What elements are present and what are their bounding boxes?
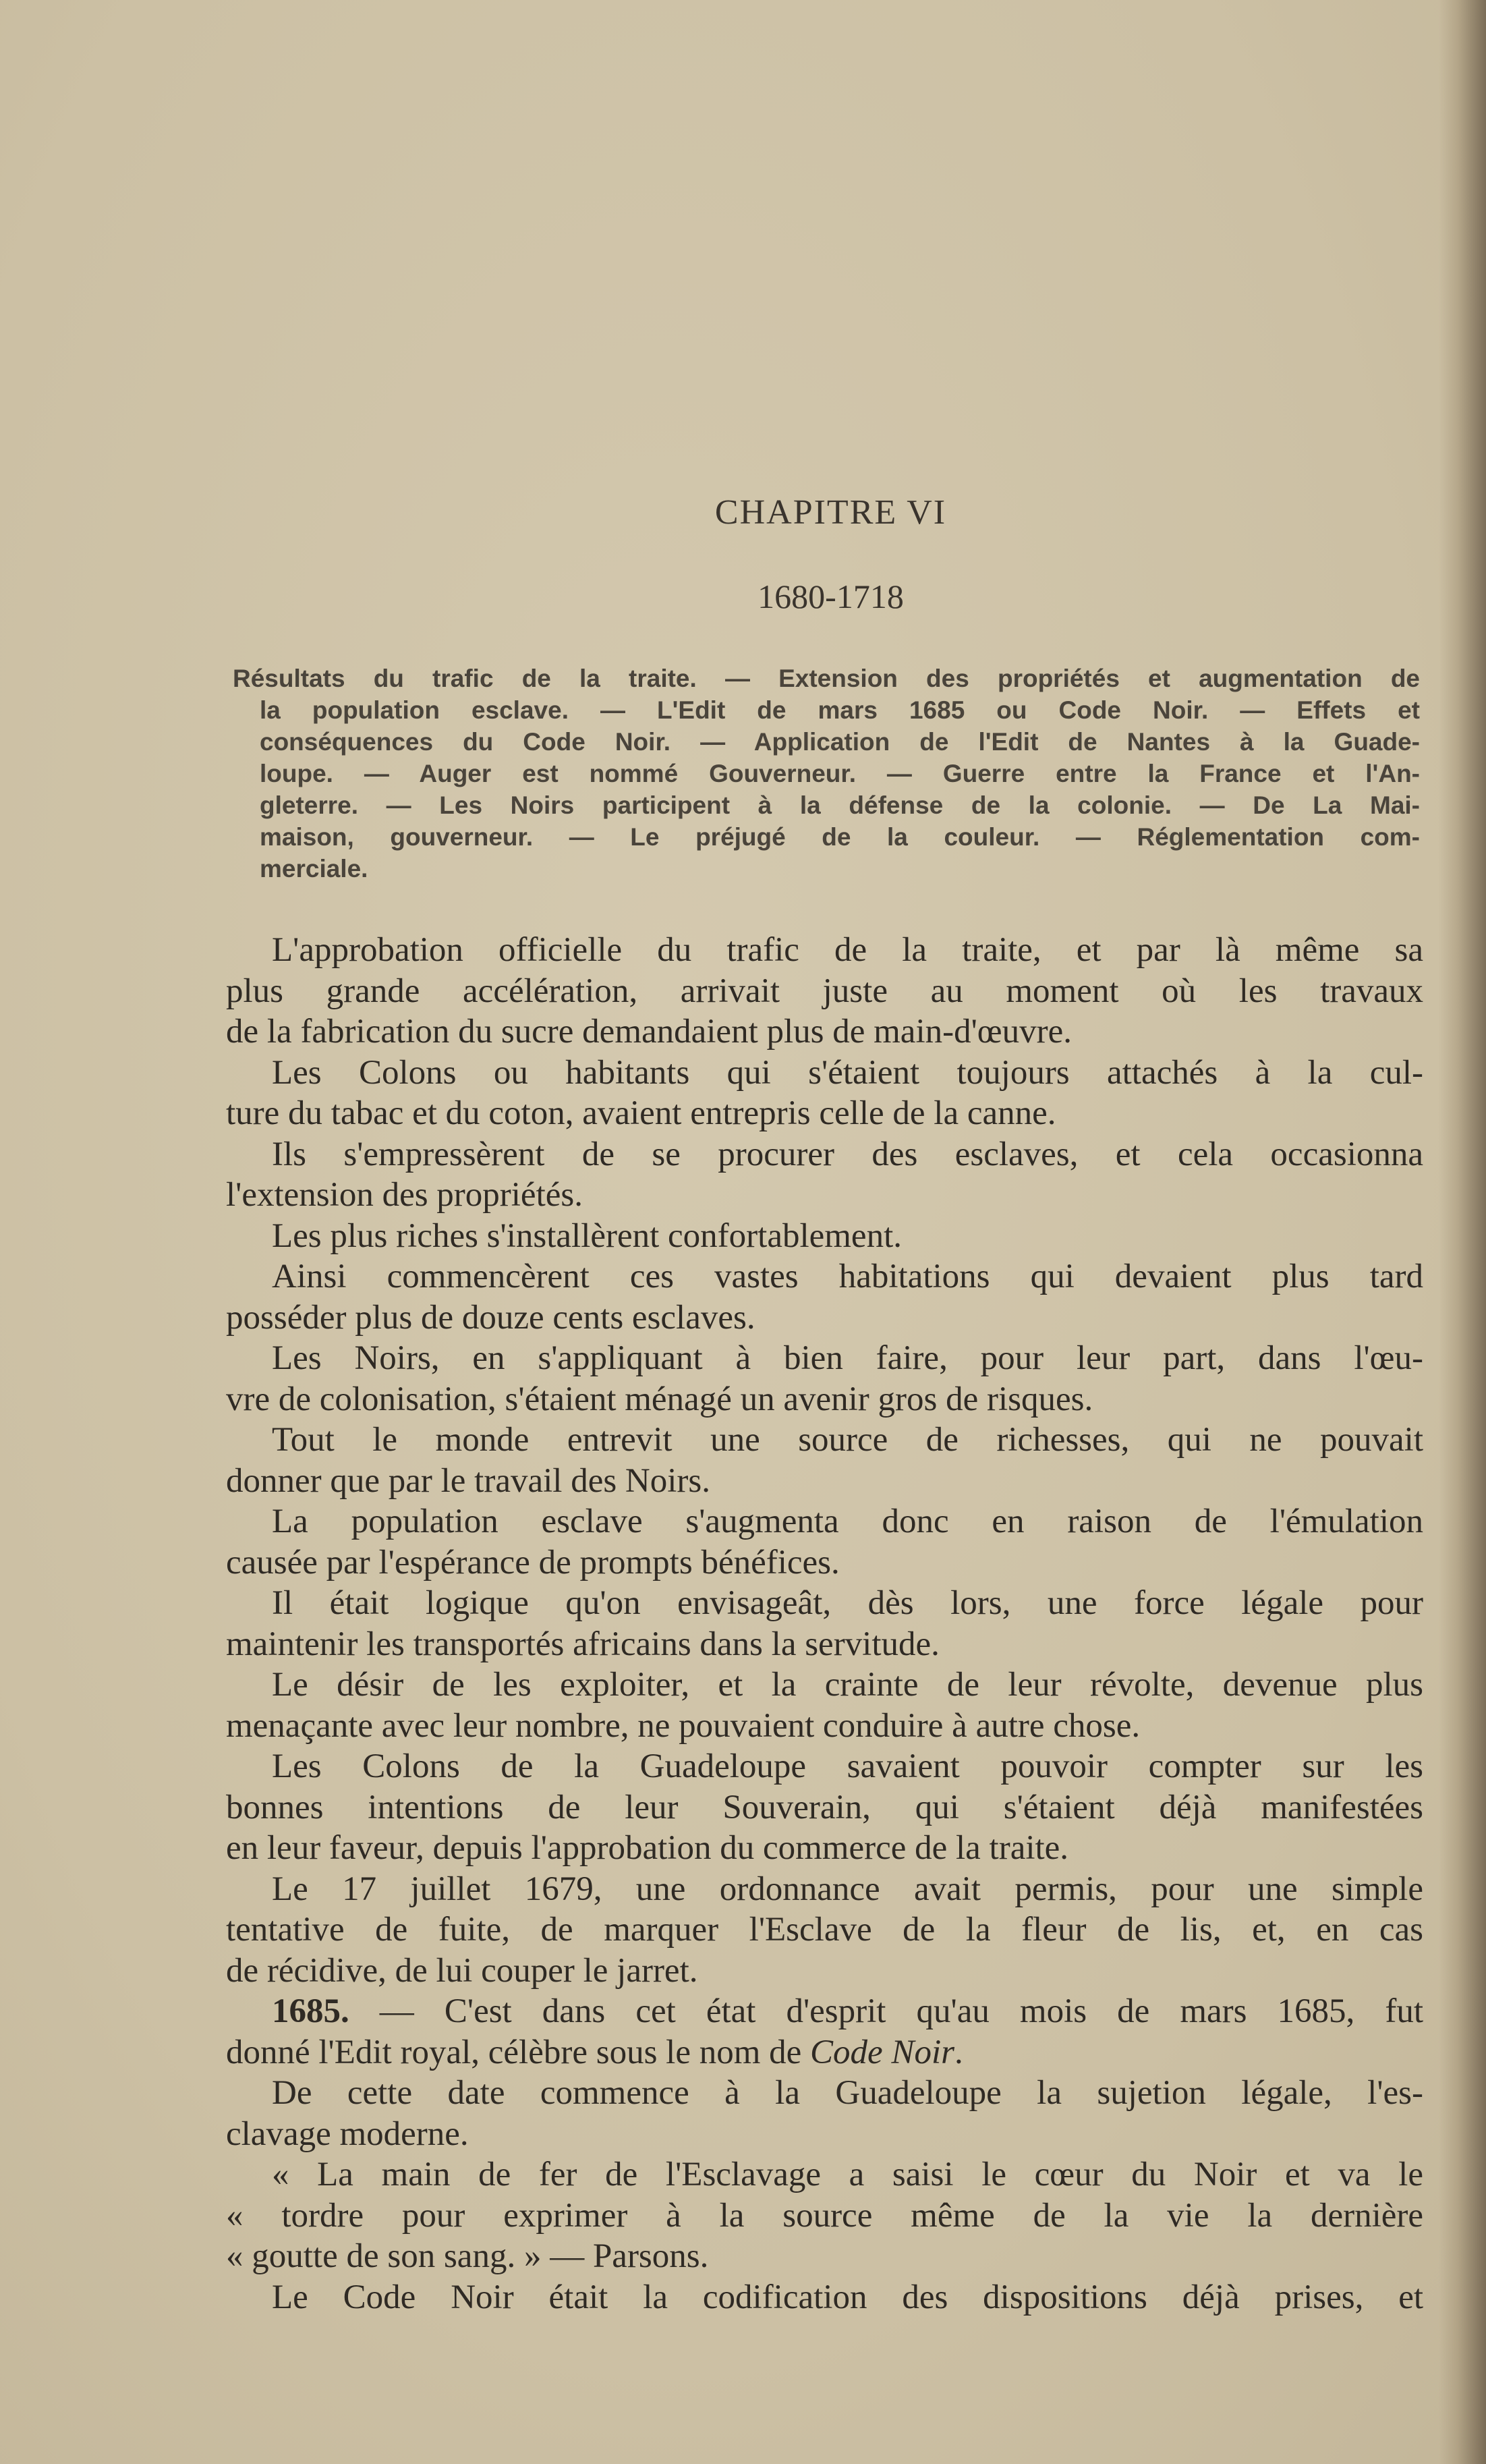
summary-line: la population esclave. — L'Edit de mars 1685 ou Code Noir. — Effets et — [260, 696, 1420, 724]
paragraph — [226, 2073, 1423, 2154]
body-text — [226, 930, 1423, 2318]
paragraph — [226, 1420, 1423, 1501]
summary-line: merciale. — [260, 855, 368, 883]
text-line — [226, 2032, 1423, 2073]
text-segment: . — [954, 2033, 963, 2071]
text-line: Les Colons ou habitants qui s'étaient toujours attachés à la cul- — [272, 1053, 1423, 1092]
text-line: Ainsi commencèrent ces vastes habitations qui devaient plus tard — [272, 1258, 1423, 1295]
text-line: ture du tabac et du coton, avaient entrepris celle de la canne. — [226, 1094, 1056, 1132]
text-line: Ils s'empressèrent de se procurer des esclaves, et cela occasionna — [272, 1135, 1423, 1173]
chapter-summary — [233, 663, 1420, 885]
paragraph — [226, 1256, 1423, 1338]
text-segment: — C'est dans cet état d'esprit qu'au mois de mars 1685, fut — [349, 1992, 1423, 2030]
paragraph — [226, 1053, 1423, 1134]
text-line: menaçante avec leur nombre, ne pouvaient conduire à autre chose. — [226, 1706, 1141, 1745]
paragraph — [226, 1991, 1423, 2073]
text-segment: donné l'Edit royal, célèbre sous le nom de — [226, 2033, 811, 2071]
summary-line: loupe. — Auger est nommé Gouverneur. — Guerre entre la France et l'An- — [260, 760, 1420, 787]
text-line: clavage moderne. — [226, 2115, 469, 2153]
page-edge-shadow — [1439, 0, 1486, 2464]
bold-year: 1685. — [272, 1992, 349, 2030]
paragraph — [226, 1216, 1423, 1257]
chapter-dates: 1680-1718 — [758, 578, 904, 615]
text-line: plus grande accélération, arrivait juste au moment où les travaux — [226, 972, 1423, 1010]
chapter-title: CHAPITRE VI — [714, 493, 947, 532]
text-line: de récidive, de lui couper le jarret. — [226, 1951, 698, 1990]
text-line: donner que par le travail des Noirs. — [226, 1461, 711, 1500]
paragraph — [226, 1746, 1423, 1869]
text-line: Le Code Noir était la codification des dispositions déjà prises, et — [272, 2278, 1423, 2316]
paragraph — [226, 2277, 1423, 2318]
text-line: « goutte de son sang. » — Parsons. — [226, 2237, 709, 2275]
text-line: causée par l'espérance de prompts bénéfices. — [226, 1543, 840, 1581]
text-line: De cette date commence à la Guadeloupe la sujetion légale, l'es- — [272, 2074, 1423, 2112]
text-line: tentative de fuite, de marquer l'Esclave de la fleur de lis, et, en cas — [226, 1911, 1423, 1949]
summary-line: conséquences du Code Noir. — Application de l'Edit de Nantes à la Guade- — [260, 728, 1420, 756]
text-line: de la fabrication du sucre demandaient plus de main-d'œuvre. — [226, 1013, 1072, 1051]
paragraph — [226, 1583, 1423, 1664]
text-line: Le désir de les exploiter, et la crainte de leur révolte, devenue plus — [272, 1666, 1423, 1704]
text-line: l'extension des propriétés. — [226, 1176, 583, 1214]
paragraph — [226, 1501, 1423, 1583]
paragraph — [226, 1338, 1423, 1420]
text-line: Il était logique qu'on envisageât, dès lors, une force légale pour — [272, 1584, 1423, 1622]
paragraph — [226, 930, 1423, 1053]
summary-line: Résultats du trafic de la traite. — Extension des propriétés et augmentation de — [233, 665, 1420, 692]
text-line: Le 17 juillet 1679, une ordonnance avait permis, pour une simple — [272, 1870, 1423, 1908]
text-line: La population esclave s'augmenta donc en raison de l'émulation — [272, 1503, 1423, 1540]
text-line: Les Noirs, en s'appliquant à bien faire, pour leur part, dans l'œu- — [272, 1339, 1423, 1377]
text-line: « tordre pour exprimer à la source même de la vie la dernière — [226, 2196, 1423, 2235]
text-line — [226, 1991, 1423, 2032]
text-line: Tout le monde entrevit une source de richesses, qui ne pouvait — [272, 1421, 1423, 1459]
paragraph — [226, 2154, 1423, 2277]
text-line: maintenir les transportés africains dans la servitude. — [226, 1625, 940, 1663]
italic-term: Code Noir — [810, 2033, 954, 2071]
text-line: L'approbation officielle du trafic de la traite, et par là même sa — [272, 931, 1423, 969]
text-line: en leur faveur, depuis l'approbation du commerce de la traite. — [226, 1829, 1069, 1867]
summary-line: maison, gouverneur. — Le préjugé de la couleur. — Réglementation com- — [260, 823, 1420, 851]
text-line: posséder plus de douze cents esclaves. — [226, 1298, 755, 1337]
text-line: vre de colonisation, s'étaient ménagé un avenir gros de risques. — [226, 1380, 1093, 1418]
paragraph — [226, 1869, 1423, 1992]
text-line: « La main de fer de l'Esclavage a saisi le cœur du Noir et va le — [272, 2156, 1423, 2193]
text-line: bonnes intentions de leur Souverain, qui s'étaient déjà manifestées — [226, 1788, 1423, 1826]
paragraph — [226, 1134, 1423, 1216]
paragraph — [226, 1664, 1423, 1746]
text-line: Les Colons de la Guadeloupe savaient pouvoir compter sur les — [272, 1747, 1423, 1785]
text-line: Les plus riches s'installèrent confortablement. — [272, 1216, 902, 1255]
summary-line: gleterre. — Les Noirs participent à la défense de la colonie. — De La Mai- — [260, 791, 1420, 819]
